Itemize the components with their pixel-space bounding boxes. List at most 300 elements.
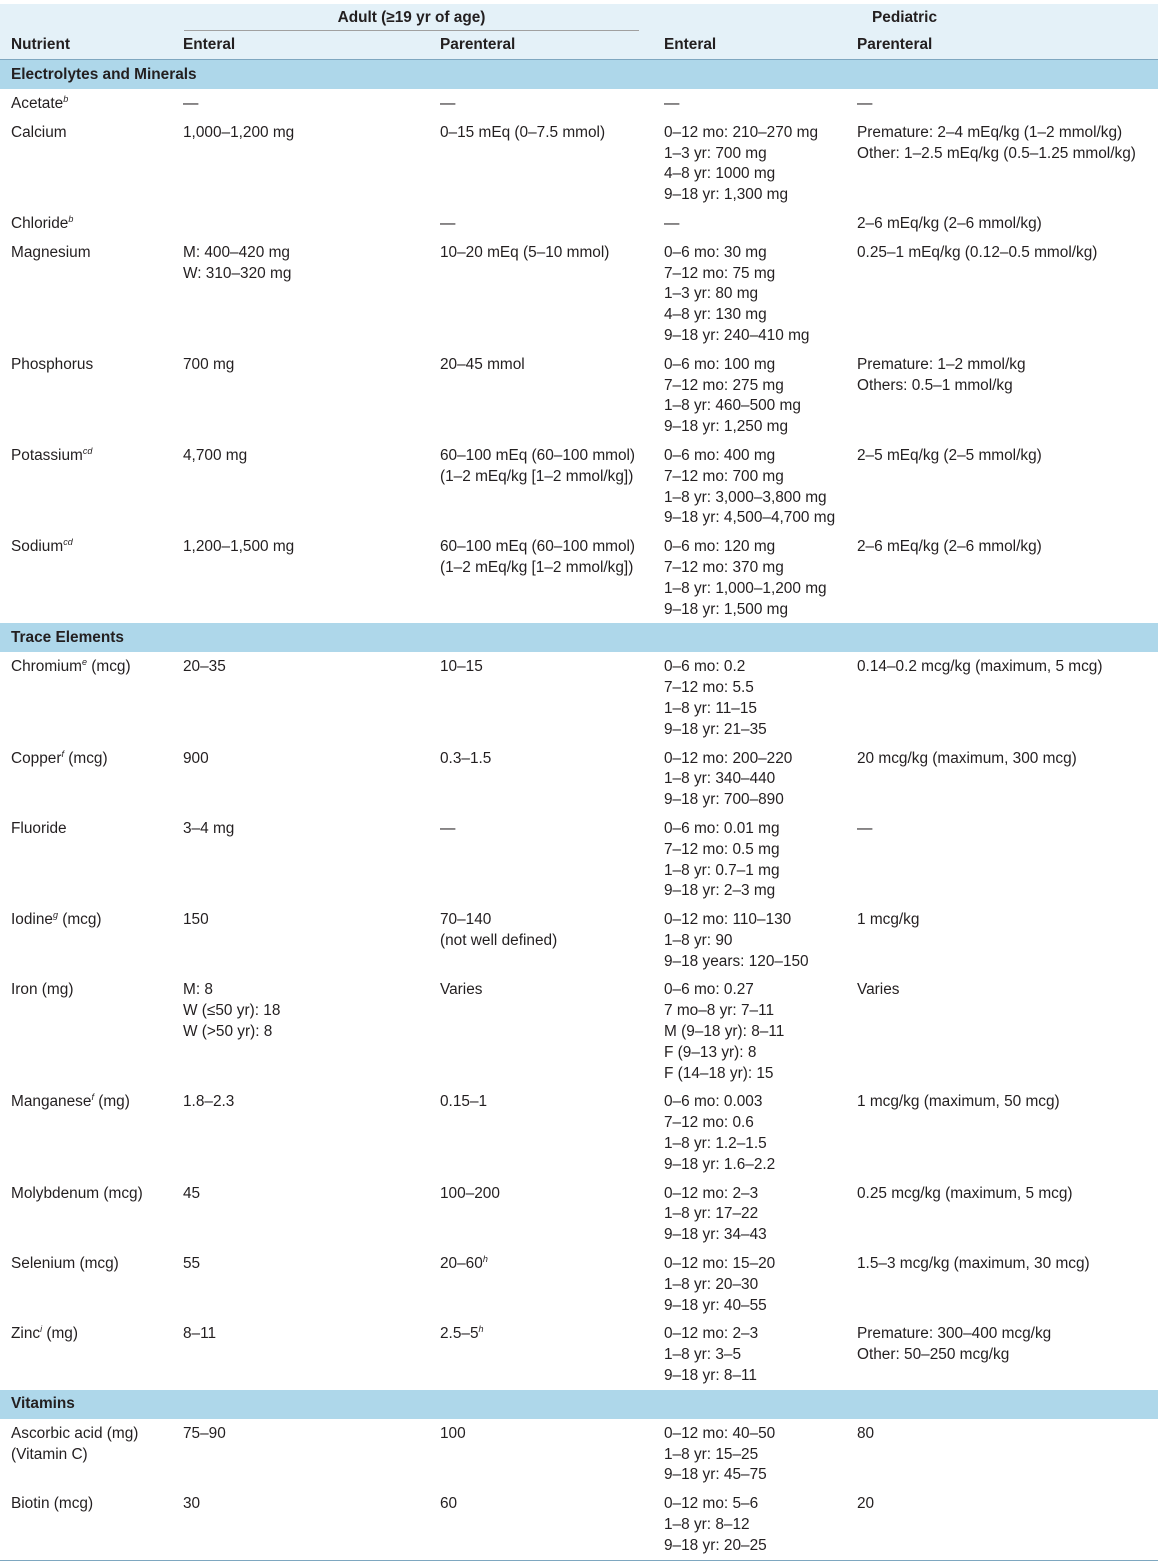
section-header-row	[0, 1390, 1158, 1419]
nutrient-name	[0, 350, 172, 379]
value-line: 9–18 yr: 40–55	[664, 1296, 767, 1314]
adult-enteral-value	[172, 532, 429, 561]
adult-parenteral-value	[429, 1249, 653, 1278]
nutrient-name-line: Iodine$^g$ (mcg)	[11, 910, 102, 929]
value-line: 1–8 yr: 0.7–1 mg	[664, 861, 780, 879]
adult-enteral-cell	[172, 1319, 429, 1389]
table-row	[0, 975, 1158, 1087]
pediatric-enteral-cell	[653, 350, 846, 441]
adult-enteral-value	[172, 1489, 429, 1518]
value-line: —	[183, 95, 199, 112]
pediatric-enteral-cell	[653, 532, 846, 623]
nutrient-name	[0, 652, 172, 681]
adult-enteral-cell	[172, 652, 429, 743]
nutrient-requirements-table	[0, 4, 1158, 1561]
value-line: 0–6 mo: 0.2	[664, 658, 746, 676]
table-row	[0, 905, 1158, 975]
adult-parenteral-cell	[429, 1319, 653, 1389]
value-line: 9–18 yr: 1,500 mg	[664, 600, 789, 618]
footnote-marker: f	[61, 748, 64, 759]
value-line: (not well defined)	[440, 931, 558, 949]
pediatric-enteral-value	[653, 744, 846, 814]
value-line: 0.3–1.5	[440, 749, 492, 767]
pediatric-enteral-value	[653, 905, 846, 975]
adult-group-label: Adult (≥19 yr of age)	[184, 5, 639, 31]
pediatric-enteral-value	[653, 532, 846, 623]
pediatric-enteral-value	[653, 652, 846, 743]
adult-enteral-value	[172, 744, 429, 773]
adult-enteral-cell	[172, 1489, 429, 1560]
pediatric-parenteral-cell	[846, 238, 1158, 350]
value-line: 60	[440, 1495, 458, 1513]
pediatric-parenteral-cell	[846, 209, 1158, 238]
value-line: 1–8 yr: 11–15	[664, 699, 757, 717]
nutrient-name	[0, 1087, 172, 1116]
section-header-row	[0, 60, 1158, 90]
value-line: 0.25 mcg/kg (maximum, 5 mcg)	[857, 1184, 1073, 1202]
value-line: W (>50 yr): 8	[183, 1023, 273, 1041]
adult-enteral-cell	[172, 1249, 429, 1319]
pediatric-enteral-cell	[653, 905, 846, 975]
value-line: 2–6 mEq/kg (2–6 mmol/kg)	[857, 214, 1042, 232]
pediatric-parenteral-cell	[846, 441, 1158, 532]
value-line: 9–18 yr: 20–25	[664, 1536, 767, 1554]
value-line: 1–8 yr: 3,000–3,800 mg	[664, 488, 827, 506]
adult-enteral-cell	[172, 238, 429, 350]
value-line: 1,000–1,200 mg	[183, 123, 295, 141]
value-line: 900	[183, 749, 209, 767]
pediatric-parenteral-value	[846, 1419, 1158, 1448]
pediatric-parenteral-cell	[846, 975, 1158, 1087]
value-line: 1–8 yr: 460–500 mg	[664, 397, 801, 415]
footnote-marker: h	[482, 1254, 488, 1265]
nutrient-name	[0, 238, 172, 267]
footnote-marker: f	[91, 1092, 94, 1103]
value-line: 0–6 mo: 30 mg	[664, 243, 767, 261]
nutrient-name-line: Magnesium	[11, 243, 91, 261]
adult-parenteral-value	[429, 1179, 653, 1208]
value-line: 70–140	[440, 911, 492, 929]
value-line: 8–11	[183, 1325, 217, 1343]
adult-enteral-value	[172, 814, 429, 843]
value-line: M: 8	[183, 981, 213, 999]
value-line: 1–8 yr: 20–30	[664, 1275, 759, 1293]
nutrient-name-cell	[0, 350, 172, 441]
pediatric-parenteral-cell	[846, 89, 1158, 118]
adult-parenteral-cell	[429, 238, 653, 350]
pediatric-parenteral-value	[846, 905, 1158, 934]
adult-enteral-value	[172, 1419, 429, 1448]
pediatric-enteral-cell	[653, 118, 846, 209]
pediatric-enteral-value	[653, 350, 846, 441]
section-title: Vitamins	[0, 1390, 1158, 1419]
table-row	[0, 89, 1158, 118]
value-line: 2.5–5$^h$	[440, 1324, 484, 1343]
value-line: 0–6 mo: 0.003	[664, 1093, 763, 1111]
value-line: 60–100 mEq (60–100 mmol)	[440, 538, 636, 556]
nutrient-name	[0, 975, 172, 1004]
adult-enteral-value	[172, 1249, 429, 1278]
value-line: 3–4 mg	[183, 819, 235, 837]
adult-enteral-value	[172, 1319, 429, 1348]
nutrient-name-line: Fluoride	[11, 819, 67, 837]
table-row	[0, 209, 1158, 238]
nutrient-name	[0, 89, 172, 118]
value-line: 100–200	[440, 1184, 500, 1202]
value-line: 1–8 yr: 17–22	[664, 1205, 759, 1223]
footnote-marker: e	[81, 657, 87, 668]
footnote-marker: cd	[63, 537, 73, 548]
value-line: 0–6 mo: 100 mg	[664, 355, 776, 373]
table-body	[0, 60, 1158, 1561]
value-line: 9–18 yr: 700–890	[664, 791, 784, 809]
pediatric-parenteral-value	[846, 1179, 1158, 1208]
value-line: 45	[183, 1184, 201, 1202]
table-row	[0, 744, 1158, 814]
pediatric-enteral-cell	[653, 814, 846, 905]
nutrient-name-cell	[0, 532, 172, 623]
value-line: 0–12 mo: 15–20	[664, 1255, 776, 1273]
table-row	[0, 1489, 1158, 1560]
group-header-spacer	[0, 4, 172, 31]
pediatric-group-label: Pediatric	[872, 9, 938, 26]
adult-parenteral-cell	[429, 89, 653, 118]
adult-enteral-value	[172, 975, 429, 1045]
section-title: Electrolytes and Minerals	[0, 60, 1158, 90]
table-row	[0, 652, 1158, 743]
value-line: 1.8–2.3	[183, 1093, 235, 1111]
footnote-marker: g	[52, 910, 58, 921]
pediatric-enteral-cell	[653, 975, 846, 1087]
nutrient-name-line: Biotin (mcg)	[11, 1495, 94, 1513]
value-line: Premature: 1–2 mmol/kg	[857, 355, 1026, 373]
pediatric-parenteral-value	[846, 744, 1158, 773]
value-line: 0–6 mo: 0.27	[664, 981, 754, 999]
value-line: 20–60$^h$	[440, 1254, 488, 1273]
pediatric-enteral-value	[653, 1319, 846, 1389]
pediatric-parenteral-value	[846, 209, 1158, 238]
nutrient-name	[0, 532, 172, 561]
pediatric-group-header	[653, 4, 1158, 31]
value-line: 0–6 mo: 0.01 mg	[664, 819, 780, 837]
column-header-nutrient: Nutrient	[0, 31, 172, 60]
pediatric-parenteral-cell	[846, 118, 1158, 209]
value-line: 700 mg	[183, 355, 235, 373]
value-line: —	[857, 819, 873, 837]
pediatric-parenteral-value	[846, 814, 1158, 843]
adult-parenteral-cell	[429, 350, 653, 441]
pediatric-parenteral-value	[846, 441, 1158, 470]
adult-parenteral-value	[429, 238, 653, 267]
nutrient-name-line: Selenium (mcg)	[11, 1255, 119, 1273]
pediatric-enteral-value	[653, 89, 846, 118]
adult-enteral-cell	[172, 1087, 429, 1178]
value-line: 7–12 mo: 5.5	[664, 679, 754, 697]
value-line: 150	[183, 911, 209, 929]
column-header-adult-enteral: Enteral	[172, 31, 429, 60]
value-line: 75–90	[183, 1424, 226, 1442]
value-line: 10–20 mEq (5–10 mmol)	[440, 243, 610, 261]
value-line: —	[664, 214, 680, 232]
nutrient-name-line: Iron (mg)	[11, 981, 74, 999]
nutrient-name	[0, 1179, 172, 1208]
value-line: 7–12 mo: 0.6	[664, 1114, 754, 1132]
adult-parenteral-value	[429, 744, 653, 773]
value-line: 0–12 mo: 40–50	[664, 1424, 776, 1442]
value-line: 2–5 mEq/kg (2–5 mmol/kg)	[857, 446, 1042, 464]
value-line: 7 mo–8 yr: 7–11	[664, 1002, 775, 1020]
nutrient-name-cell	[0, 905, 172, 975]
nutrient-name-cell	[0, 441, 172, 532]
nutrient-name-line: Molybdenum (mcg)	[11, 1184, 143, 1202]
value-line: F (14–18 yr): 15	[664, 1064, 774, 1082]
value-line: Other: 1–2.5 mEq/kg (0.5–1.25 mmol/kg)	[857, 144, 1136, 162]
nutrient-name	[0, 1489, 172, 1518]
value-line: 9–18 yr: 1,250 mg	[664, 418, 789, 436]
value-line: 1–3 yr: 80 mg	[664, 285, 759, 303]
table-row	[0, 238, 1158, 350]
value-line: 9–18 years: 120–150	[664, 952, 809, 970]
nutrient-name-line: (Vitamin C)	[11, 1445, 88, 1463]
value-line: W: 310–320 mg	[183, 264, 292, 282]
adult-enteral-value	[172, 905, 429, 934]
pediatric-enteral-value	[653, 1179, 846, 1249]
value-line: 1–8 yr: 15–25	[664, 1445, 759, 1463]
value-line: 0–12 mo: 200–220	[664, 749, 793, 767]
pediatric-enteral-value	[653, 1419, 846, 1489]
value-line: 1–8 yr: 1,000–1,200 mg	[664, 579, 827, 597]
footnote-marker: b	[68, 213, 74, 224]
adult-parenteral-cell	[429, 744, 653, 814]
value-line: 0–6 mo: 120 mg	[664, 538, 776, 556]
value-line: 0–15 mEq (0–7.5 mmol)	[440, 123, 606, 141]
value-line: M (9–18 yr): 8–11	[664, 1023, 785, 1041]
value-line: 1–8 yr: 8–12	[664, 1516, 750, 1534]
value-line: 9–18 yr: 2–3 mg	[664, 882, 776, 900]
nutrient-name	[0, 1319, 172, 1348]
pediatric-parenteral-value	[846, 1489, 1158, 1518]
table-row	[0, 814, 1158, 905]
nutrient-name	[0, 209, 172, 238]
value-line: 7–12 mo: 370 mg	[664, 558, 784, 576]
adult-enteral-cell	[172, 209, 429, 238]
value-line: 9–18 yr: 1.6–2.2	[664, 1155, 776, 1173]
pediatric-enteral-cell	[653, 209, 846, 238]
pediatric-parenteral-cell	[846, 814, 1158, 905]
pediatric-parenteral-cell	[846, 744, 1158, 814]
adult-parenteral-cell	[429, 209, 653, 238]
adult-parenteral-value	[429, 814, 653, 843]
nutrient-name	[0, 905, 172, 934]
nutrient-name-cell	[0, 1087, 172, 1178]
pediatric-enteral-cell	[653, 89, 846, 118]
footnote-marker: b	[63, 94, 69, 104]
value-line: (1–2 mEq/kg [1–2 mmol/kg])	[440, 558, 634, 576]
value-line: 4–8 yr: 130 mg	[664, 306, 767, 324]
nutrient-name-line: Copper$^f$ (mcg)	[11, 748, 108, 767]
pediatric-parenteral-value	[846, 1319, 1158, 1369]
adult-parenteral-value	[429, 652, 653, 681]
column-header-row	[0, 31, 1158, 60]
pediatric-parenteral-cell	[846, 350, 1158, 441]
pediatric-parenteral-cell	[846, 1087, 1158, 1178]
pediatric-enteral-cell	[653, 1489, 846, 1560]
nutrient-name-cell	[0, 238, 172, 350]
nutrient-name-line: Calcium	[11, 123, 67, 141]
value-line: W (≤50 yr): 18	[183, 1002, 281, 1020]
nutrient-name-line: Potassium$^{cd}$	[11, 445, 93, 464]
value-line: Premature: 2–4 mEq/kg (1–2 mmol/kg)	[857, 123, 1123, 141]
pediatric-parenteral-value	[846, 350, 1158, 400]
adult-enteral-value	[172, 441, 429, 470]
pediatric-parenteral-cell	[846, 1319, 1158, 1389]
value-line: —	[440, 95, 456, 112]
adult-enteral-cell	[172, 744, 429, 814]
section-header-row	[0, 623, 1158, 652]
value-line: Varies	[857, 981, 900, 999]
adult-parenteral-value	[429, 118, 653, 147]
value-line: 7–12 mo: 700 mg	[664, 467, 784, 485]
nutrient-name-cell	[0, 118, 172, 209]
pediatric-parenteral-value	[846, 118, 1158, 168]
value-line: 20	[857, 1495, 875, 1513]
adult-parenteral-value	[429, 441, 653, 491]
adult-enteral-cell	[172, 975, 429, 1087]
adult-enteral-value	[172, 1179, 429, 1208]
nutrient-name-line: Sodium$^{cd}$	[11, 537, 73, 556]
table-row	[0, 1087, 1158, 1178]
pediatric-enteral-cell	[653, 238, 846, 350]
pediatric-enteral-value	[653, 975, 846, 1087]
nutrient-name	[0, 1249, 172, 1278]
pediatric-parenteral-cell	[846, 652, 1158, 743]
adult-parenteral-cell	[429, 1179, 653, 1249]
nutrient-name-line: Chromium$^e$ (mcg)	[11, 657, 131, 676]
value-line: 9–18 yr: 8–11	[664, 1367, 757, 1385]
table-row	[0, 441, 1158, 532]
nutrient-name-line: Zinc$^i$ (mg)	[11, 1324, 78, 1343]
value-line: 9–18 yr: 1,300 mg	[664, 186, 789, 204]
footnote-marker: cd	[82, 445, 93, 456]
adult-parenteral-value	[429, 975, 653, 1004]
pediatric-parenteral-value	[846, 1249, 1158, 1278]
value-line: 9–18 yr: 21–35	[664, 720, 767, 738]
table-row	[0, 118, 1158, 209]
pediatric-parenteral-value	[846, 89, 1158, 118]
adult-parenteral-value	[429, 1319, 653, 1348]
pediatric-parenteral-cell	[846, 1249, 1158, 1319]
group-header-row	[0, 4, 1158, 31]
value-line: 0.14–0.2 mcg/kg (maximum, 5 mcg)	[857, 658, 1103, 676]
value-line: 1,200–1,500 mg	[183, 538, 295, 556]
value-line: 0–12 mo: 5–6	[664, 1495, 759, 1513]
pediatric-enteral-cell	[653, 1419, 846, 1489]
table-row	[0, 532, 1158, 623]
adult-parenteral-value	[429, 905, 653, 955]
table-row	[0, 1419, 1158, 1489]
adult-parenteral-cell	[429, 1087, 653, 1178]
adult-parenteral-cell	[429, 118, 653, 209]
adult-enteral-cell	[172, 89, 429, 118]
pediatric-parenteral-value	[846, 652, 1158, 681]
value-line: 0.25–1 mEq/kg (0.12–0.5 mmol/kg)	[857, 243, 1098, 261]
table-row	[0, 1319, 1158, 1389]
column-header-adult-parenteral: Parenteral	[429, 31, 653, 60]
nutrient-name-cell	[0, 1489, 172, 1560]
value-line: 4,700 mg	[183, 446, 248, 464]
adult-enteral-cell	[172, 814, 429, 905]
nutrient-name-cell	[0, 744, 172, 814]
value-line: 60–100 mEq (60–100 mmol)	[440, 446, 636, 464]
nutrient-name-cell	[0, 209, 172, 238]
column-header-pediatric-enteral: Enteral	[653, 31, 846, 60]
adult-parenteral-cell	[429, 532, 653, 623]
pediatric-enteral-value	[653, 1489, 846, 1559]
pediatric-enteral-cell	[653, 1319, 846, 1389]
table-row	[0, 1179, 1158, 1249]
column-header-pediatric-parenteral: Parenteral	[846, 31, 1158, 60]
pediatric-enteral-value	[653, 1249, 846, 1319]
value-line: —	[440, 214, 456, 232]
nutrient-name	[0, 1419, 172, 1469]
value-line: 9–18 yr: 240–410 mg	[664, 326, 810, 344]
adult-enteral-value	[172, 118, 429, 147]
adult-parenteral-cell	[429, 905, 653, 975]
value-line: 9–18 yr: 34–43	[664, 1226, 767, 1244]
value-line: 1–8 yr: 90	[664, 931, 733, 949]
nutrient-name-cell	[0, 975, 172, 1087]
nutrient-name-cell	[0, 89, 172, 118]
value-line: 0–12 mo: 210–270 mg	[664, 123, 819, 141]
value-line: —	[857, 95, 873, 112]
value-line: 1.5–3 mcg/kg (maximum, 30 mcg)	[857, 1255, 1090, 1273]
value-line: 80	[857, 1424, 875, 1442]
value-line: 0–12 mo: 110–130	[664, 911, 792, 929]
pediatric-parenteral-cell	[846, 532, 1158, 623]
value-line: 9–18 yr: 4,500–4,700 mg	[664, 509, 836, 527]
nutrient-name-line: Acetate$^b$	[11, 94, 69, 112]
table-row	[0, 1249, 1158, 1319]
adult-enteral-cell	[172, 441, 429, 532]
adult-enteral-cell	[172, 1419, 429, 1489]
pediatric-enteral-value	[653, 441, 846, 532]
nutrient-name-line: Phosphorus	[11, 355, 94, 373]
value-line: 20 mcg/kg (maximum, 300 mcg)	[857, 749, 1077, 767]
adult-enteral-cell	[172, 350, 429, 441]
value-line: 1–3 yr: 700 mg	[664, 144, 767, 162]
value-line: Premature: 300–400 mcg/kg	[857, 1325, 1052, 1343]
adult-enteral-value	[172, 238, 429, 288]
value-line: 7–12 mo: 275 mg	[664, 376, 784, 394]
value-line: 100	[440, 1424, 466, 1442]
adult-parenteral-value	[429, 532, 653, 582]
value-line: 30	[183, 1495, 201, 1513]
adult-enteral-cell	[172, 118, 429, 209]
value-line: 0–12 mo: 2–3	[664, 1184, 759, 1202]
pediatric-enteral-value	[653, 814, 846, 905]
footnote-marker: h	[478, 1324, 484, 1335]
pediatric-parenteral-cell	[846, 1419, 1158, 1489]
nutrient-name	[0, 441, 172, 470]
pediatric-enteral-value	[653, 1087, 846, 1178]
adult-parenteral-cell	[429, 652, 653, 743]
pediatric-parenteral-value	[846, 238, 1158, 267]
section-title: Trace Elements	[0, 623, 1158, 652]
adult-group-header	[172, 4, 653, 31]
value-line: 0–6 mo: 400 mg	[664, 446, 776, 464]
pediatric-enteral-cell	[653, 744, 846, 814]
nutrient-name-cell	[0, 1249, 172, 1319]
